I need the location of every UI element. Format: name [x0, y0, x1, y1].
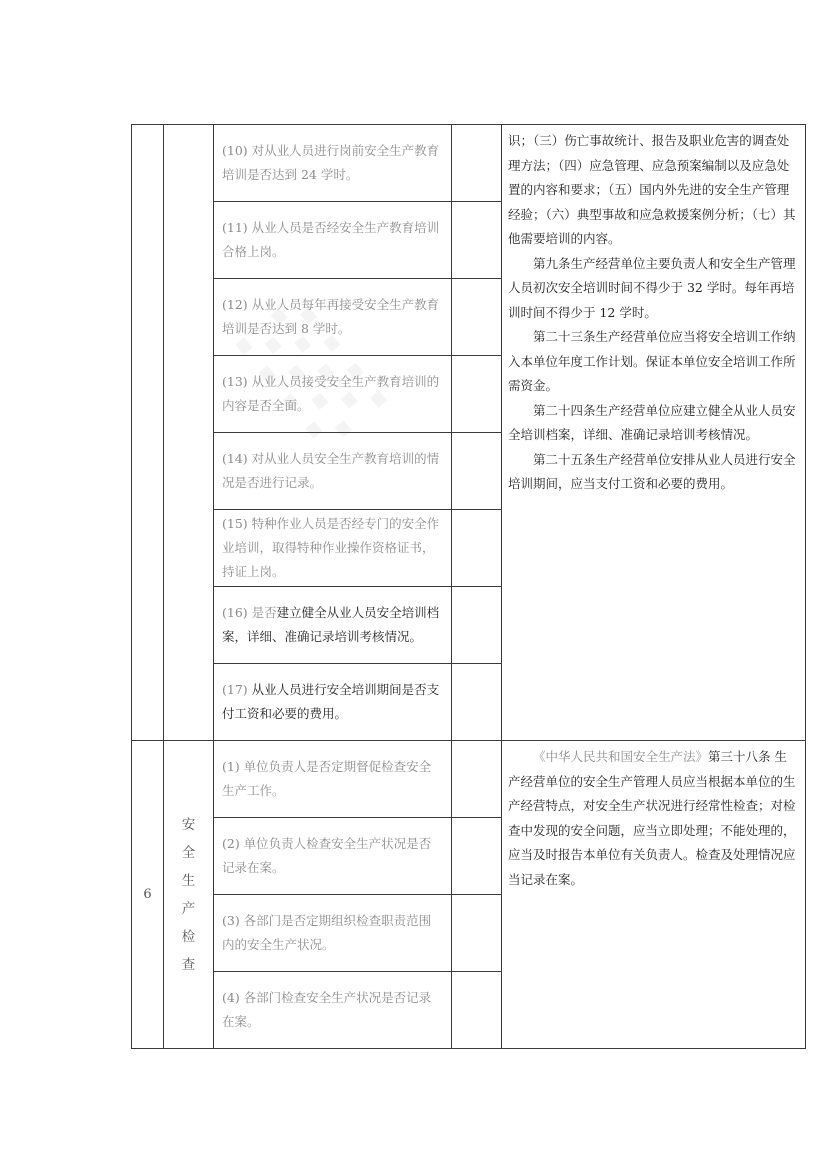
result-cell [452, 587, 502, 664]
check-item-text: (14) 对从业人员安全生产教育培训的情况是否进行记录。 [222, 451, 440, 490]
check-item-text: (10) 对从业人员进行岗前安全生产教育培训是否达到 24 学时。 [222, 143, 440, 182]
check-item-cell [214, 818, 452, 895]
result-cell [452, 356, 502, 433]
result-cell [452, 510, 502, 587]
category-char: 生 [181, 872, 196, 889]
row-number-cell [132, 125, 164, 741]
category-char: 检 [181, 928, 196, 945]
basis-paragraph: 识；（三）伤亡事故统计、报告及职业危害的调查处理方法；（四）应急管理、应急预案编制以及应急处置的内容和要求；（五）国内外先进的安全生产管理经验；（六）典型事故和应急救援案例分析；（七）其他需要培训的内容。 [508, 133, 796, 246]
check-item-text-dark: 建立健全从业人员安全培训档案，详细、准确记录培训考核情况。 [222, 605, 440, 644]
basis-cell [502, 125, 806, 741]
law-article-text: 第三十八条 生产经营单位的安全生产管理人员应当根据本单位的生产经营特点，对安全生产状况进行经常性检查；对检查中发现的安全问题，应当立即处理；不能处理的，应当及时报告本单位有关负责人。检查及处理情况应当记录在案。 [508, 749, 796, 887]
check-item-text-dark: 从业人员进行安全培训期间是否支付工资和必要的费用。 [222, 682, 440, 721]
basis-paragraph: 第九条生产经营单位主要负责人和安全生产管理人员初次安全培训时间不得少于 32 学时。每年再培训时间不得少于 12 学时。 [508, 255, 796, 320]
result-cell [452, 125, 502, 202]
result-cell [452, 664, 502, 741]
law-name: 《中华人民共和国安全生产法》 [533, 749, 709, 764]
check-item-text: (11) 从业人员是否经安全生产教育培训合格上岗。 [222, 220, 440, 259]
basis-cell [502, 741, 806, 1049]
check-item-text: (17) [222, 682, 252, 697]
check-item-cell [214, 433, 452, 510]
check-item-cell [214, 972, 452, 1049]
basis-paragraph [508, 745, 799, 892]
check-item-text: (2) 单位负责人检查安全生产状况是否记录在案。 [222, 836, 432, 875]
check-item-cell [214, 587, 452, 664]
check-item-cell [214, 895, 452, 972]
basis-paragraph: 第二十四条生产经营单位应建立健全从业人员安全培训档案，详细、准确记录培训考核情况。 [508, 402, 796, 442]
check-item-text: (15) 特种作业人员是否经专门的安全作业培训，取得特种作业操作资格证书，持证上岗。 [222, 516, 440, 579]
check-item-text: (16) 是否 [222, 605, 277, 620]
check-item-text: (12) 从业人员每年再接受安全生产教育培训是否达到 8 学时。 [222, 297, 440, 336]
category-cell [164, 125, 214, 741]
check-item-cell [214, 510, 452, 587]
check-item-text: (4) 各部门检查安全生产状况是否记录在案。 [222, 990, 432, 1029]
check-item-cell [214, 356, 452, 433]
result-cell [452, 433, 502, 510]
result-cell [452, 279, 502, 356]
result-cell [452, 895, 502, 972]
check-item-text: (1) 单位负责人是否定期督促检查安全生产工作。 [222, 759, 432, 798]
category-char: 全 [181, 844, 196, 861]
category-char: 查 [181, 956, 196, 973]
result-cell [452, 972, 502, 1049]
basis-paragraph: 第二十五条生产经营单位安排从业人员进行安全培训期间，应当支付工资和必要的费用。 [508, 451, 796, 491]
table-row [132, 125, 806, 202]
check-item-cell [214, 125, 452, 202]
check-item-text: (13) 从业人员接受安全生产教育培训的内容是否全面。 [222, 374, 440, 413]
basis-paragraph: 第二十三条生产经营单位应当将安全培训工作纳入本单位年度工作计划。保证本单位安全培训工作所需资金。 [508, 329, 796, 393]
result-cell [452, 741, 502, 818]
row-number-cell [132, 741, 164, 1049]
category-cell [164, 741, 214, 1049]
category-char: 产 [181, 900, 196, 917]
section-number: 6 [143, 887, 152, 902]
result-cell [452, 202, 502, 279]
inspection-table [131, 124, 806, 1049]
check-item-text: (3) 各部门是否定期组织检查职责范围内的安全生产状况。 [222, 913, 432, 952]
check-item-cell [214, 279, 452, 356]
table-row [132, 741, 806, 818]
check-item-cell [214, 202, 452, 279]
category-char: 安 [181, 816, 196, 833]
check-item-cell [214, 741, 452, 818]
check-item-cell [214, 664, 452, 741]
result-cell [452, 818, 502, 895]
